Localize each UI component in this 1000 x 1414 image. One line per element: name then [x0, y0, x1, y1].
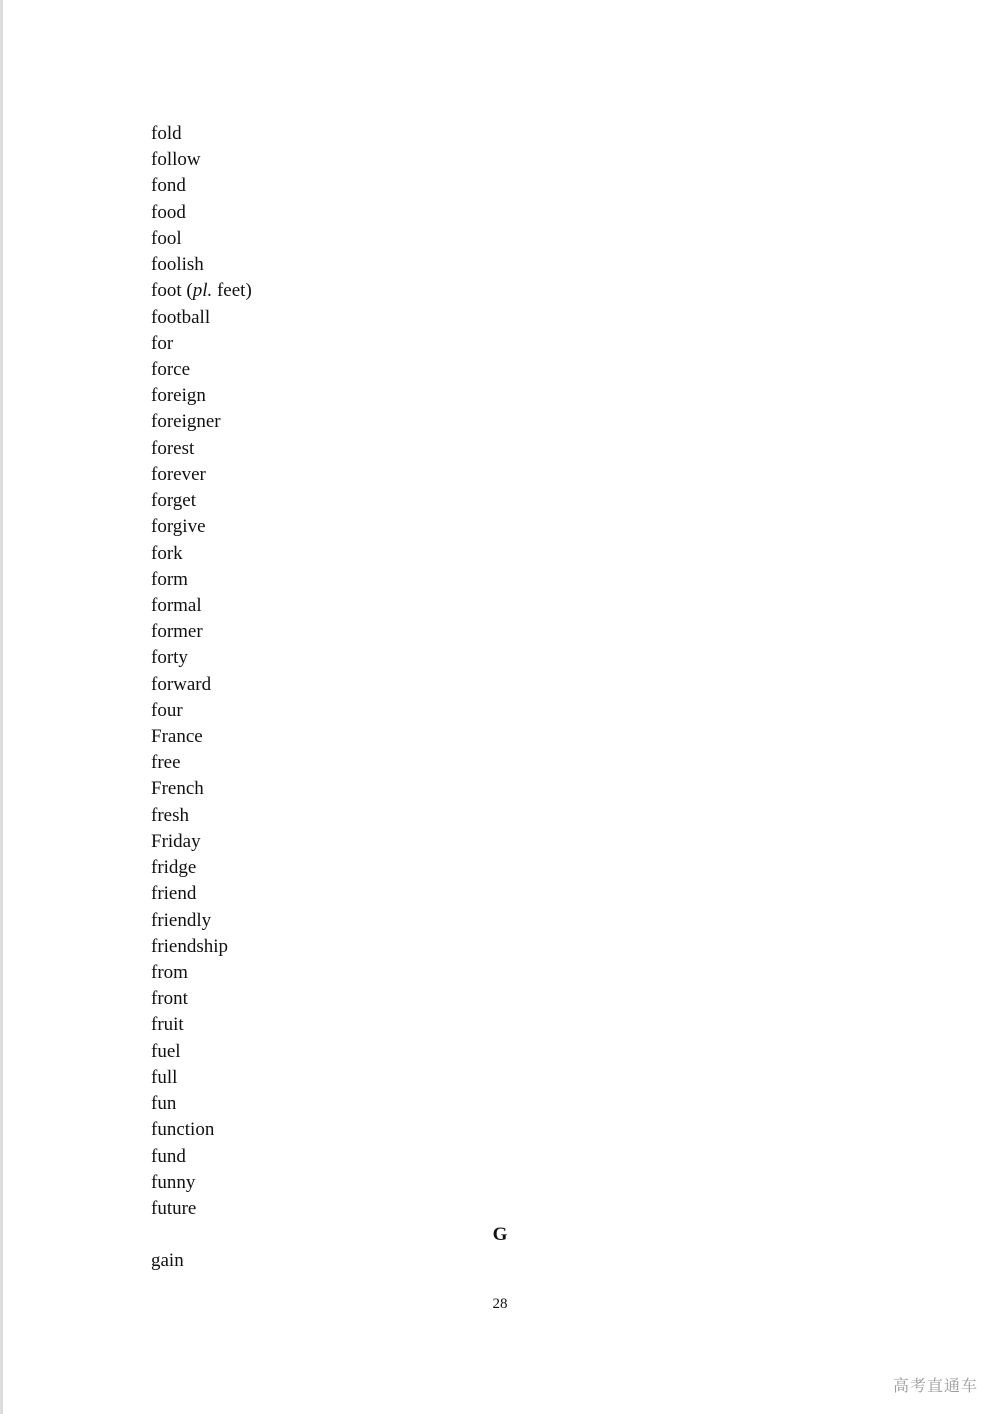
- word-entry: future: [151, 1197, 197, 1219]
- open-paren: (: [186, 280, 193, 302]
- word-entry: force: [151, 358, 191, 380]
- word-entry: four: [151, 699, 183, 721]
- word-entry: food: [151, 201, 186, 223]
- word-entry: formal: [151, 594, 202, 616]
- word-entry: Friday: [151, 830, 201, 852]
- word-entry: forty: [151, 647, 188, 669]
- word-entry: fold: [151, 123, 182, 144]
- word-entry: gain: [151, 1250, 184, 1271]
- word-entry: French: [151, 778, 204, 800]
- section-heading-g: G: [492, 1224, 508, 1245]
- plural-form: feet): [216, 280, 252, 302]
- word-entry: fun: [151, 1093, 177, 1115]
- word-entry: form: [151, 568, 188, 590]
- word-entry: fresh: [151, 804, 189, 826]
- word-entry: fond: [151, 175, 186, 197]
- word-entry: forward: [151, 673, 212, 695]
- word-entry: friend: [151, 883, 197, 905]
- word-entry: former: [151, 621, 203, 643]
- word-entry: fork: [151, 542, 183, 564]
- word-text: foot: [151, 280, 182, 302]
- word-entry: fruit: [151, 1014, 184, 1036]
- word-entry: forget: [151, 490, 197, 512]
- word-list-f: [151, 121, 252, 1222]
- word-entry: funny: [151, 1171, 196, 1193]
- word-entry: foolish: [151, 254, 204, 276]
- page-edge: [0, 0, 3, 1414]
- word-entry: forest: [151, 437, 195, 459]
- word-entry: function: [151, 1119, 215, 1141]
- word-entry: follow: [151, 149, 201, 171]
- word-entry: friendly: [151, 909, 212, 931]
- word-list-g: [151, 1248, 184, 1274]
- word-entry: France: [151, 726, 203, 748]
- word-entry: from: [151, 962, 188, 983]
- page-number: 28: [492, 1296, 508, 1312]
- word-entry: friendship: [151, 935, 229, 957]
- word-entry: foreigner: [151, 411, 221, 433]
- word-entry: [151, 278, 252, 304]
- word-entry: football: [151, 306, 211, 328]
- plural-abbreviation: pl.: [192, 280, 213, 302]
- word-entry: foreign: [151, 385, 206, 407]
- word-entry: for: [151, 332, 174, 354]
- word-entry: fridge: [151, 857, 197, 879]
- word-entry: free: [151, 752, 181, 774]
- word-entry: front: [151, 988, 188, 1010]
- word-entry: fool: [151, 227, 182, 249]
- word-entry: forever: [151, 463, 206, 485]
- word-entry: forgive: [151, 516, 206, 538]
- word-entry: fuel: [151, 1040, 181, 1062]
- word-entry: fund: [151, 1145, 186, 1167]
- word-entry: full: [151, 1066, 178, 1088]
- watermark-logo: 高考直通车: [892, 1376, 978, 1395]
